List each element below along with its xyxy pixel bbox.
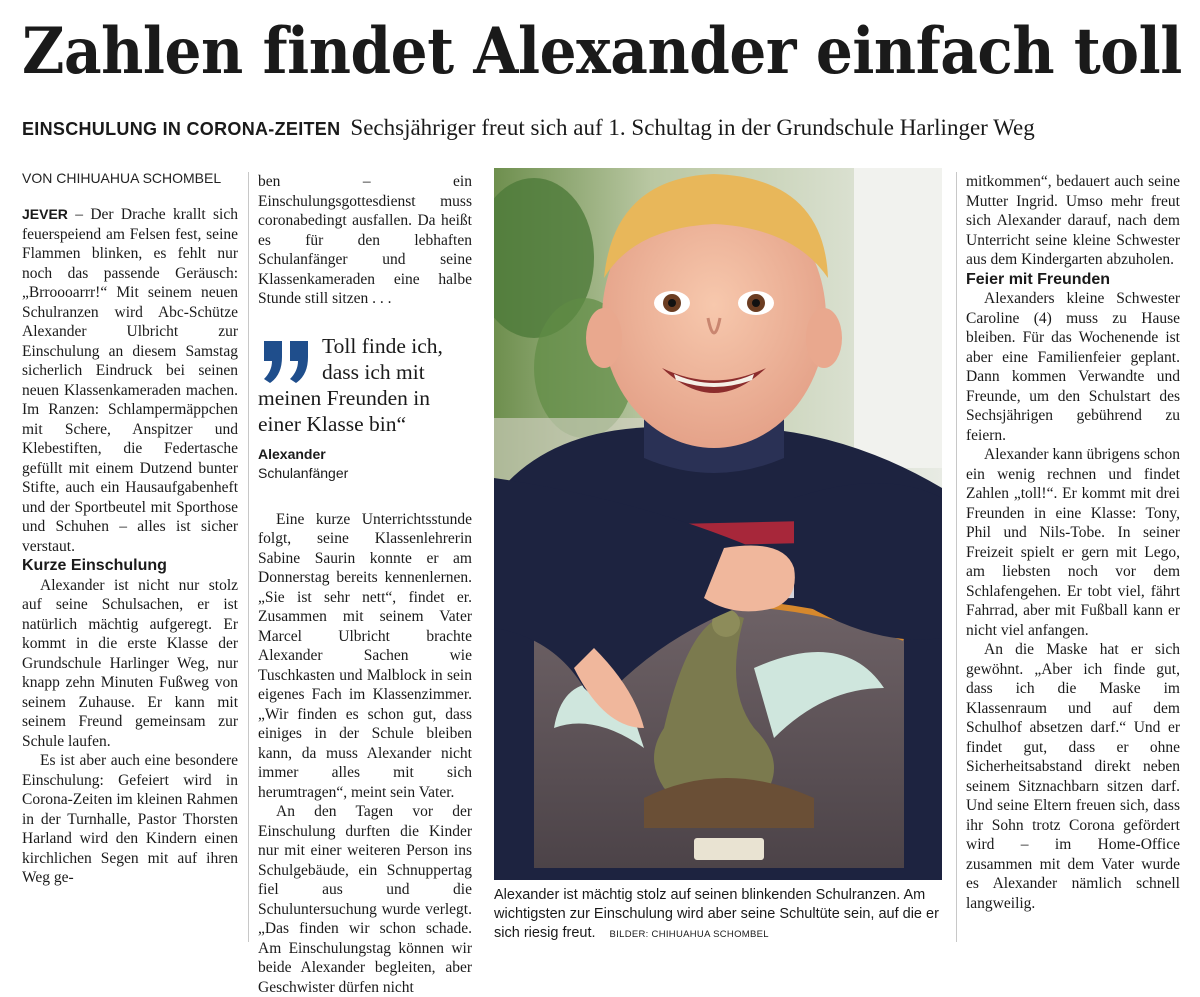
- quote-mark-icon: [258, 339, 314, 385]
- quote-text: Toll finde ich, dass ich mit meinen Freunden in einer Klasse bin“: [258, 333, 443, 436]
- pull-quote: [258, 333, 472, 484]
- column-rule: [248, 172, 249, 942]
- crosshead: Kurze Einschulung: [22, 557, 167, 574]
- headline: Zahlen findet Alexander einfach toll: [22, 14, 1182, 89]
- paragraph: [22, 205, 238, 556]
- paragraph: Alexanders kleine Schwester Caroline (4) muss zu Hause bleiben. Für das Wochenende ist aber eine Familienfeier geplant. Dann kommen Verwandte und Freunde, um den Schulstart des Sechsjährigen gebührend zu feiern.: [966, 290, 1180, 444]
- paragraph: ben – ein Einschulungsgottesdienst muss coronabedingt ausfallen. Da heißt es für den lebhaften Schulanfänger und seine Klassenkameraden eine halbe Stunde still sitzen . . .: [258, 173, 472, 307]
- paragraph: An den Tagen vor der Einschulung durften die Kinder nur mit einer weiteren Person ins Schulgebäude, ein Schnuppertag fiel aus und die Schuluntersuchung wurde verlegt. „Das finden wir schon schade. Am Einschulungstag können wir beide Alexander begleiten, aber Geschwister dürfen nicht: [258, 803, 472, 996]
- column-rule: [956, 172, 957, 942]
- column-2: [258, 172, 472, 997]
- subtitle: Sechsjähriger freut sich auf 1. Schultag in der Grundschule Harlinger Weg: [350, 115, 1035, 140]
- quote-author: Alexander: [258, 445, 326, 462]
- paragraph: Alexander kann übrigens schon ein wenig rechnen und findet Zahlen „toll!“. Er kommt mit drei Freunden in eine Klasse: Tony, Phil und Nils-Tobe. In seiner Freizeit spielt er gern mit Lego, am liebsten noch vor dem Schlafengehen. Er tobt viel, fährt Fahrrad, aber mit Fußball kann er nicht viel anfangen.: [966, 446, 1180, 639]
- paragraph: An die Maske hat er sich gewöhnt. „Aber ich finde gut, dass ich die Maske im Klassenraum und auf dem Schulhof absetzen darf.“ Und er findet gut, dass er ohne Sicherheitsabstand direkt neben seinem Sitznachbarn sitzen darf. Und seine Eltern freuen sich, dass ihr Sohn trotz Corona gefördert wird – im Home-Office zusammen mit dem Vater wurde es Alexander nämlich schnell langweilig.: [966, 641, 1180, 912]
- photo-credit: BILDER: CHIHUAHUA SCHOMBEL: [609, 929, 769, 940]
- photo-caption: [494, 886, 942, 944]
- column-4: [966, 172, 1180, 913]
- article-photo: [494, 168, 942, 880]
- caption-text: Alexander ist mächtig stolz auf seinen blinkenden Schulranzen. Am wichtigsten zur Einschulung wird aber seine Schultüte sein, auf die er sich riesig freut.: [494, 887, 939, 941]
- column-1: [22, 205, 238, 888]
- dateline-place: JEVER: [22, 206, 68, 222]
- paragraph: mitkommen“, bedauert auch seine Mutter Ingrid. Umso mehr freut sich Alexander darauf, nach dem Unterricht seine kleine Schwester aus dem Kindergarten abzuholen.: [966, 173, 1180, 268]
- byline: VON CHIHUAHUA SCHOMBEL: [22, 170, 222, 186]
- photo-boy-with-backpack: [494, 168, 942, 880]
- crosshead: Feier mit Freunden: [966, 270, 1111, 288]
- kicker: EINSCHULUNG IN CORONA-ZEITEN: [22, 119, 341, 139]
- paragraph: Alexander ist nicht nur stolz auf seine Schulsachen, er ist natürlich mächtig aufgeregt. Er kommt in die erste Klasse der Grundschule Harlinger Weg, nur knapp zehn Minuten Fußweg von seinem Zuhause. Er kann mit seinem Freund gemeinsam zur Schule laufen.: [22, 576, 238, 750]
- subline: [22, 114, 1182, 142]
- quote-role: Schulanfänger: [258, 465, 349, 481]
- paragraph-text: – Der Drache krallt sich feuerspeiend am Felsen fest, seine Flammen blinken, es fehlt nur noch das passende Geräusch: „Brroooarrr!“ Mit seinem neuen Schulranzen wird Abc-Schütze Alexander Ulbricht zur Einschulung an diesem Samstag sicherlich Eindruck bei seinen neuen Klassenkameraden machen. Im Ranzen: Schlampermäppchen mit Schere, Anspitzer und Klebestiften, die Federtasche gefüllt mit einem Dutzend bunter Stifte, auch ein Hausaufgabenheft und der Sportbeutel mit Sporthose und Schuhen – alles ist sicher verstaut.: [22, 206, 238, 555]
- paragraph: Eine kurze Unterrichtsstunde folgt, seine Klassenlehrerin Sabine Saurin konnte er am Donnerstag bereits kennenlernen. „Sie ist sehr nett“, findet er. Zusammen mit seinem Vater Marcel Ulbricht brachte Alexander Sachen wie Tuschkasten und Malblock in sein eigenes Fach im Klassenzimmer. „Wir finden es schon gut, dass einiges in der Schule bleiben kann, da muss Alexander nicht immer alles mit sich herumtragen“, meint sein Vater.: [258, 510, 472, 801]
- paragraph: Es ist aber auch eine besondere Einschulung: Gefeiert wird in Corona-Zeiten im kleinen Rahmen in der Turnhalle, Pastor Thorsten Harland wird den Kindern einen kirchlichen Segen mit auf ihren Weg ge-: [22, 752, 238, 886]
